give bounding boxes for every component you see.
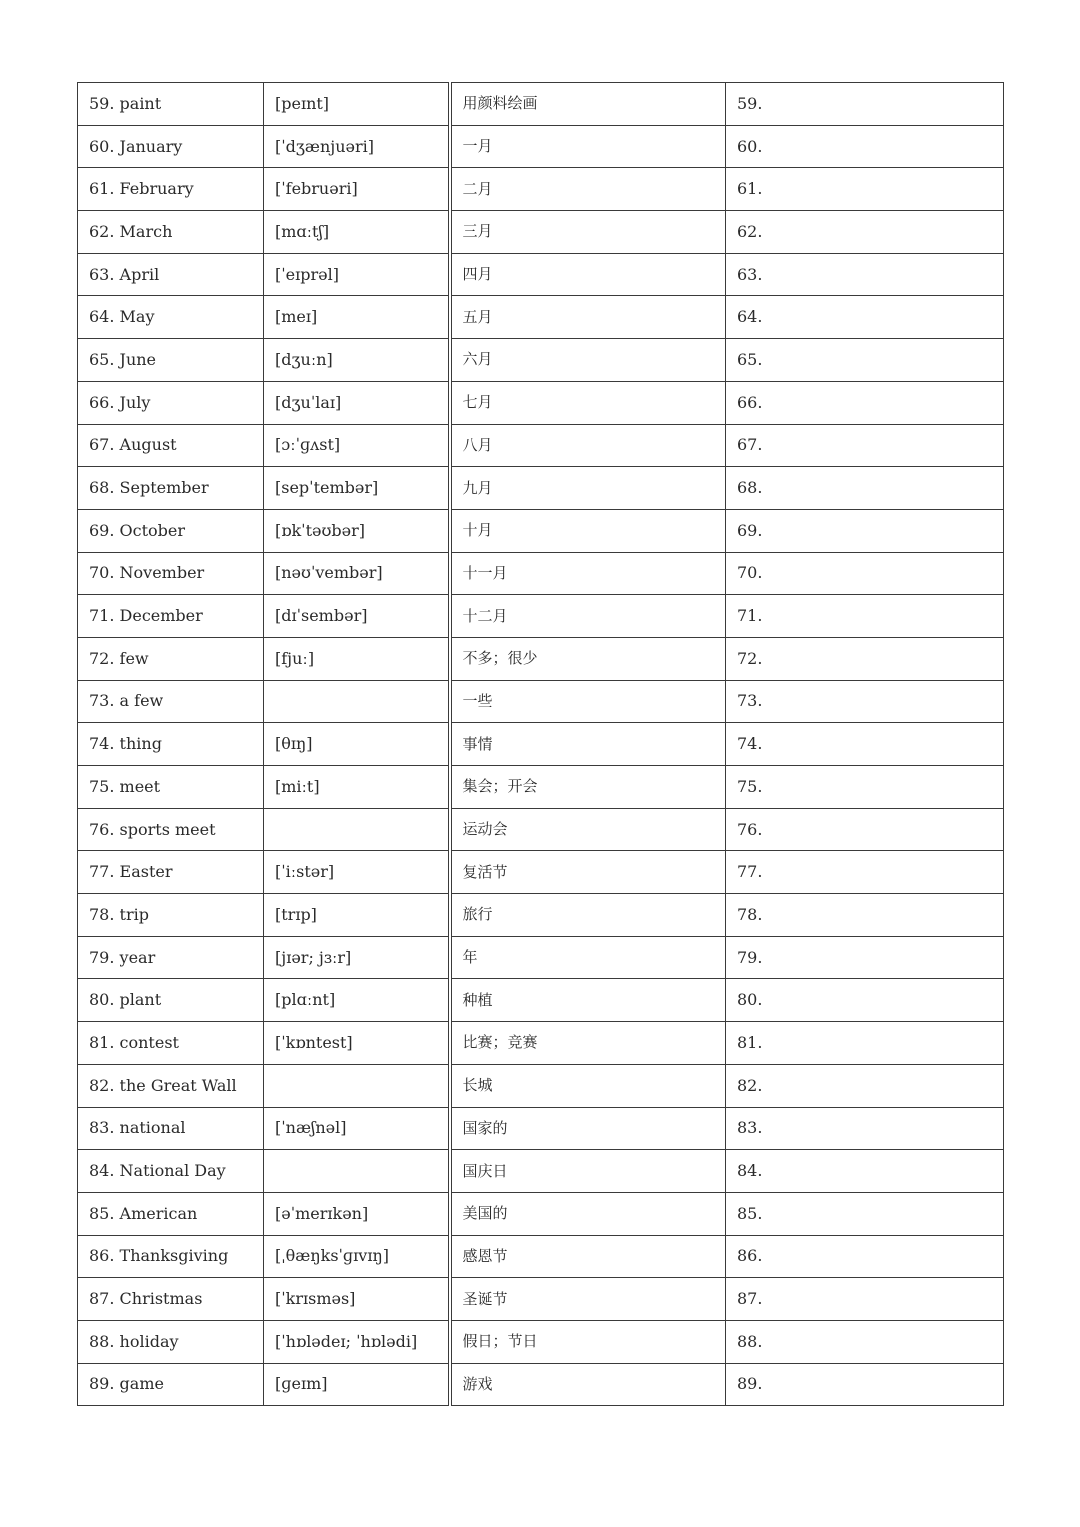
word-cell: 77. Easter: [78, 851, 264, 894]
table-row: [78, 253, 1004, 296]
word-cell: 71. December: [78, 595, 264, 638]
practice-cell: 63.: [726, 253, 1004, 296]
phonetic-cell: [ˈeɪprəl]: [264, 253, 450, 296]
table-row: [78, 808, 1004, 851]
practice-cell: 67.: [726, 424, 1004, 467]
word-cell: 78. trip: [78, 894, 264, 937]
practice-cell: 65.: [726, 339, 1004, 382]
table-row: [78, 894, 1004, 937]
table-row: [78, 211, 1004, 254]
chinese-meaning-cell: 圣诞节: [450, 1278, 726, 1321]
word-cell: 61. February: [78, 168, 264, 211]
phonetic-cell: [dʒuˈlaɪ]: [264, 381, 450, 424]
practice-cell: 70.: [726, 552, 1004, 595]
chinese-meaning-cell: 十一月: [450, 552, 726, 595]
phonetic-cell: [ɡeɪm]: [264, 1363, 450, 1406]
word-cell: 87. Christmas: [78, 1278, 264, 1321]
word-cell: 80. plant: [78, 979, 264, 1022]
table-row: [78, 296, 1004, 339]
chinese-meaning-cell: 一月: [450, 125, 726, 168]
chinese-meaning-cell: 游戏: [450, 1363, 726, 1406]
practice-cell: 62.: [726, 211, 1004, 254]
phonetic-cell: [264, 1150, 450, 1193]
table-row: [78, 552, 1004, 595]
table-row: [78, 1192, 1004, 1235]
chinese-meaning-cell: 复活节: [450, 851, 726, 894]
chinese-meaning-cell: 九月: [450, 467, 726, 510]
table-row: [78, 595, 1004, 638]
table-row: [78, 979, 1004, 1022]
chinese-meaning-cell: 八月: [450, 424, 726, 467]
practice-cell: 64.: [726, 296, 1004, 339]
chinese-meaning-cell: 国庆日: [450, 1150, 726, 1193]
word-cell: 72. few: [78, 637, 264, 680]
table-row: [78, 680, 1004, 723]
practice-cell: 75.: [726, 766, 1004, 809]
table-row: [78, 424, 1004, 467]
chinese-meaning-cell: 七月: [450, 381, 726, 424]
word-cell: 81. contest: [78, 1022, 264, 1065]
phonetic-cell: [miːt]: [264, 766, 450, 809]
phonetic-cell: [nəʊˈvembər]: [264, 552, 450, 595]
table-row: [78, 1107, 1004, 1150]
phonetic-cell: [peɪnt]: [264, 83, 450, 126]
chinese-meaning-cell: 用颜料绘画: [450, 83, 726, 126]
word-cell: 65. June: [78, 339, 264, 382]
phonetic-cell: [ˈiːstər]: [264, 851, 450, 894]
chinese-meaning-cell: 美国的: [450, 1192, 726, 1235]
practice-cell: 87.: [726, 1278, 1004, 1321]
practice-cell: 69.: [726, 509, 1004, 552]
chinese-meaning-cell: 假日；节日: [450, 1320, 726, 1363]
practice-cell: 66.: [726, 381, 1004, 424]
chinese-meaning-cell: 种植: [450, 979, 726, 1022]
practice-cell: 83.: [726, 1107, 1004, 1150]
word-cell: 84. National Day: [78, 1150, 264, 1193]
vocabulary-table-body: [78, 83, 1004, 1406]
practice-cell: 61.: [726, 168, 1004, 211]
phonetic-cell: [ˈfebruəri]: [264, 168, 450, 211]
practice-cell: 86.: [726, 1235, 1004, 1278]
phonetic-cell: [jɪər; jɜːr]: [264, 936, 450, 979]
practice-cell: 72.: [726, 637, 1004, 680]
chinese-meaning-cell: 集会；开会: [450, 766, 726, 809]
word-cell: 62. March: [78, 211, 264, 254]
word-cell: 68. September: [78, 467, 264, 510]
phonetic-cell: [əˈmerɪkən]: [264, 1192, 450, 1235]
practice-cell: 84.: [726, 1150, 1004, 1193]
phonetic-cell: [ˌθæŋksˈɡɪvɪŋ]: [264, 1235, 450, 1278]
phonetic-cell: [mɑːtʃ]: [264, 211, 450, 254]
phonetic-cell: [ˈkɒntest]: [264, 1022, 450, 1065]
table-row: [78, 1150, 1004, 1193]
chinese-meaning-cell: 三月: [450, 211, 726, 254]
practice-cell: 68.: [726, 467, 1004, 510]
word-cell: 89. game: [78, 1363, 264, 1406]
practice-cell: 60.: [726, 125, 1004, 168]
chinese-meaning-cell: 二月: [450, 168, 726, 211]
vocabulary-table: [77, 82, 1004, 1406]
phonetic-cell: [ɔːˈɡʌst]: [264, 424, 450, 467]
phonetic-cell: [ɒkˈtəʊbər]: [264, 509, 450, 552]
phonetic-cell: [264, 1064, 450, 1107]
table-row: [78, 381, 1004, 424]
chinese-meaning-cell: 五月: [450, 296, 726, 339]
table-row: [78, 339, 1004, 382]
table-row: [78, 851, 1004, 894]
word-cell: 63. April: [78, 253, 264, 296]
phonetic-cell: [ˈnæʃnəl]: [264, 1107, 450, 1150]
practice-cell: 80.: [726, 979, 1004, 1022]
phonetic-cell: [ˈdʒænjuəri]: [264, 125, 450, 168]
table-row: [78, 1278, 1004, 1321]
table-row: [78, 1064, 1004, 1107]
practice-cell: 76.: [726, 808, 1004, 851]
word-cell: 76. sports meet: [78, 808, 264, 851]
phonetic-cell: [dɪˈsembər]: [264, 595, 450, 638]
phonetic-cell: [ˈhɒlədeɪ; ˈhɒlədi]: [264, 1320, 450, 1363]
table-row: [78, 1363, 1004, 1406]
chinese-meaning-cell: 不多；很少: [450, 637, 726, 680]
phonetic-cell: [sepˈtembər]: [264, 467, 450, 510]
practice-cell: 79.: [726, 936, 1004, 979]
table-row: [78, 168, 1004, 211]
practice-cell: 74.: [726, 723, 1004, 766]
chinese-meaning-cell: 比赛；竞赛: [450, 1022, 726, 1065]
word-cell: 74. thing: [78, 723, 264, 766]
chinese-meaning-cell: 十二月: [450, 595, 726, 638]
phonetic-cell: [264, 808, 450, 851]
chinese-meaning-cell: 长城: [450, 1064, 726, 1107]
table-row: [78, 766, 1004, 809]
chinese-meaning-cell: 感恩节: [450, 1235, 726, 1278]
word-cell: 67. August: [78, 424, 264, 467]
word-cell: 66. July: [78, 381, 264, 424]
chinese-meaning-cell: 旅行: [450, 894, 726, 937]
word-cell: 59. paint: [78, 83, 264, 126]
table-row: [78, 1235, 1004, 1278]
phonetic-cell: [fjuː]: [264, 637, 450, 680]
practice-cell: 81.: [726, 1022, 1004, 1065]
chinese-meaning-cell: 国家的: [450, 1107, 726, 1150]
table-row: [78, 125, 1004, 168]
word-cell: 82. the Great Wall: [78, 1064, 264, 1107]
practice-cell: 71.: [726, 595, 1004, 638]
table-row: [78, 723, 1004, 766]
phonetic-cell: [θɪŋ]: [264, 723, 450, 766]
chinese-meaning-cell: 运动会: [450, 808, 726, 851]
phonetic-cell: [meɪ]: [264, 296, 450, 339]
practice-cell: 85.: [726, 1192, 1004, 1235]
practice-cell: 78.: [726, 894, 1004, 937]
chinese-meaning-cell: 一些: [450, 680, 726, 723]
table-row: [78, 936, 1004, 979]
word-cell: 85. American: [78, 1192, 264, 1235]
word-cell: 79. year: [78, 936, 264, 979]
chinese-meaning-cell: 六月: [450, 339, 726, 382]
table-row: [78, 1022, 1004, 1065]
practice-cell: 82.: [726, 1064, 1004, 1107]
practice-cell: 59.: [726, 83, 1004, 126]
word-cell: 83. national: [78, 1107, 264, 1150]
phonetic-cell: [dʒuːn]: [264, 339, 450, 382]
word-cell: 86. Thanksgiving: [78, 1235, 264, 1278]
phonetic-cell: [ˈkrɪsməs]: [264, 1278, 450, 1321]
table-row: [78, 83, 1004, 126]
word-cell: 64. May: [78, 296, 264, 339]
phonetic-cell: [264, 680, 450, 723]
table-row: [78, 1320, 1004, 1363]
chinese-meaning-cell: 年: [450, 936, 726, 979]
phonetic-cell: [plɑːnt]: [264, 979, 450, 1022]
practice-cell: 88.: [726, 1320, 1004, 1363]
word-cell: 73. a few: [78, 680, 264, 723]
chinese-meaning-cell: 十月: [450, 509, 726, 552]
chinese-meaning-cell: 事情: [450, 723, 726, 766]
word-cell: 69. October: [78, 509, 264, 552]
table-row: [78, 467, 1004, 510]
practice-cell: 73.: [726, 680, 1004, 723]
word-cell: 88. holiday: [78, 1320, 264, 1363]
phonetic-cell: [trɪp]: [264, 894, 450, 937]
practice-cell: 89.: [726, 1363, 1004, 1406]
word-cell: 70. November: [78, 552, 264, 595]
word-cell: 60. January: [78, 125, 264, 168]
chinese-meaning-cell: 四月: [450, 253, 726, 296]
table-row: [78, 637, 1004, 680]
word-cell: 75. meet: [78, 766, 264, 809]
practice-cell: 77.: [726, 851, 1004, 894]
table-row: [78, 509, 1004, 552]
